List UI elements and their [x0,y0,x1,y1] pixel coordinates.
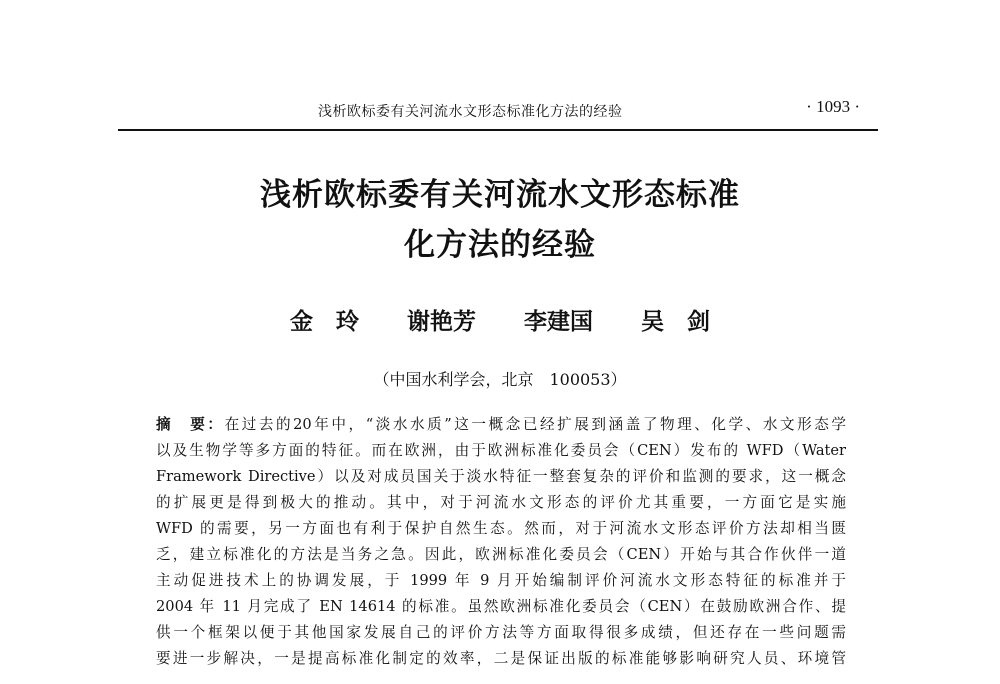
abstract-line: 的扩展更是得到极大的推动。其中，对于河流水文形态的评价尤其重要，一方面它是实施 [156,494,846,511]
running-title: 浅析欧标委有关河流水文形态标准化方法的经验 [318,104,623,120]
abstract [156,412,846,672]
abstract-line [156,412,846,438]
abstract-line-text: 在过去的20年中，“淡水水质”这一概念已经扩展到涵盖了物理、化学、水文形态学 [224,416,846,433]
author-list [290,303,710,336]
page-number: · 1093 · [806,97,860,116]
author-name: 李建国 [524,308,593,335]
abstract-line: 乏，建立标准化的方法是当务之急。因此，欧洲标准化委员会（CEN）开始与其合作伙伴一道 [156,546,846,563]
author-name: 谢艳芳 [407,308,476,335]
abstract-line: WFD 的需要，另一方面也有利于保护自然生态。然而，对于河流水文形态评价方法却相当匮 [156,520,846,537]
author-name: 金 玲 [290,308,359,335]
author-name: 吴 剑 [641,308,710,335]
abstract-line: 要进一步解决，一是提高标准化制定的效率，二是保证出版的标准能够影响研究人员、环境管 [156,650,846,667]
abstract-label: 摘 要： [156,416,225,433]
abstract-line: 主动促进技术上的协调发展，于 1999 年 9 月开始编制评价河流水文形态特征的标准并于 [156,572,846,589]
abstract-line: 以及生物学等多方面的特征。而在欧洲，由于欧洲标准化委员会（CEN）发布的 WFD（Water [156,442,846,459]
article-title-line: 浅析欧标委有关河流水文形态标准 [260,177,740,213]
article-title [150,170,850,270]
affiliation: （中国水利学会，北京 100053） [373,370,627,389]
abstract-line: 供一个框架以便于其他国家发展自己的评价方法等方面取得很多成绩，但还存在一些问题需 [156,624,846,641]
article-title-line: 化方法的经验 [404,227,596,263]
running-header [118,95,878,131]
abstract-line: 2004 年 11 月完成了 EN 14614 的标准。虽然欧洲标准化委员会（CEN）在鼓励欧洲合作、提 [156,598,846,615]
abstract-line: Framework Directive）以及对成员国关于淡水特征一整套复杂的评价和监测的要求，这一概念 [156,468,846,485]
